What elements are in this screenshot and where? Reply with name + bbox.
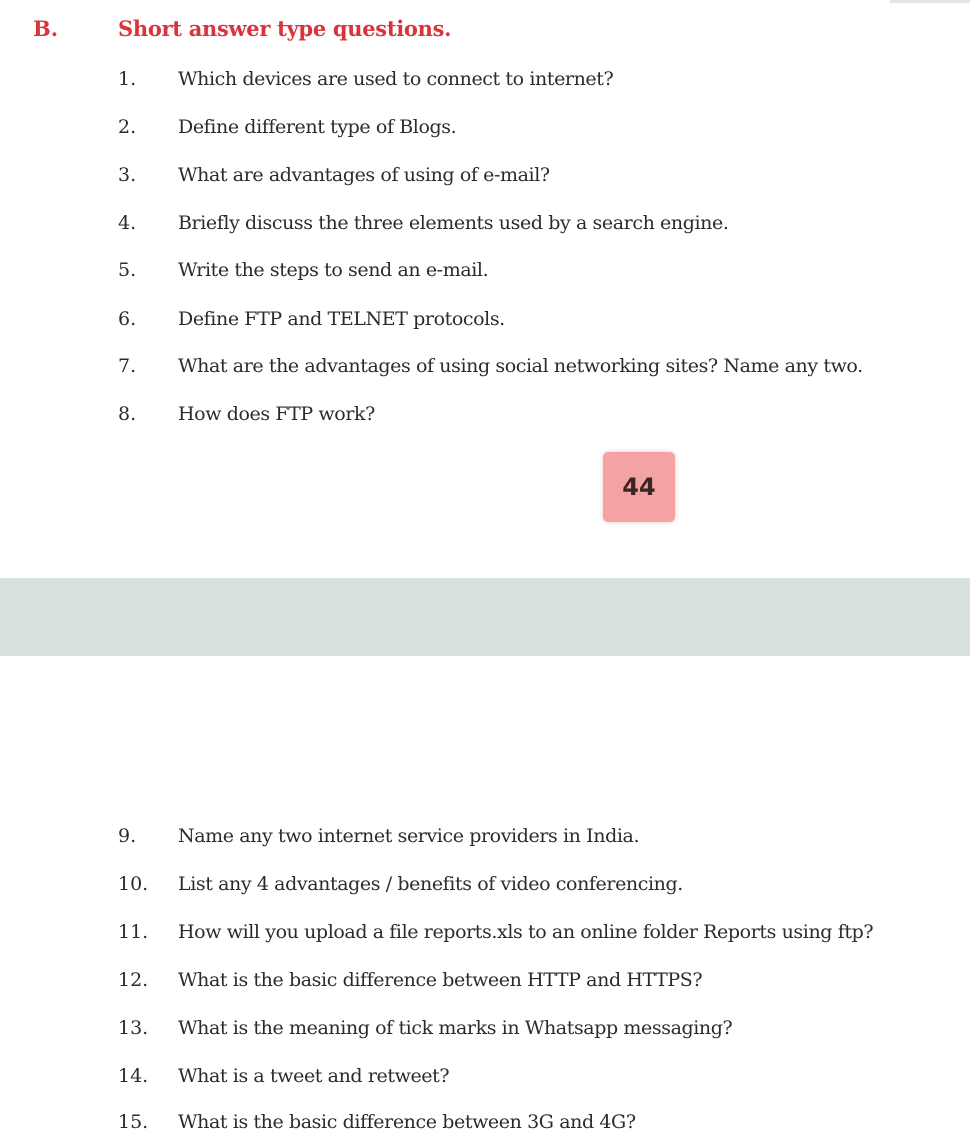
question-number: 7. [118, 355, 137, 377]
question-number: 5. [118, 259, 137, 281]
question-item [0, 1011, 970, 1045]
question-text: Write the steps to send an e-mail. [178, 259, 489, 281]
page-corner-mark [890, 0, 970, 3]
question-number: 6. [118, 308, 137, 330]
question-item [0, 1059, 970, 1093]
page-separator-band [0, 578, 970, 656]
question-number: 4. [118, 212, 137, 234]
question-text: What is the basic difference between HTTP and HTTPS? [178, 969, 703, 991]
question-item [0, 206, 970, 240]
question-item [0, 915, 970, 949]
question-text: Which devices are used to connect to internet? [178, 68, 614, 90]
question-item [0, 349, 970, 383]
question-number: 2. [118, 116, 137, 138]
question-item [0, 963, 970, 997]
section-title: Short answer type questions. [118, 16, 452, 41]
question-number: 13. [118, 1017, 149, 1039]
section-letter: B. [33, 16, 59, 41]
question-item [0, 158, 970, 192]
page-number-badge: 44 [603, 452, 675, 522]
question-item [0, 819, 970, 853]
question-text: Briefly discuss the three elements used by a search engine. [178, 212, 729, 234]
question-item [0, 302, 970, 336]
question-number: 14. [118, 1065, 149, 1087]
question-number: 11. [118, 921, 149, 943]
question-number: 15. [118, 1111, 149, 1133]
question-item [0, 1105, 970, 1139]
question-text: What are advantages of using of e-mail? [178, 164, 550, 186]
question-item [0, 253, 970, 287]
question-text: Define different type of Blogs. [178, 116, 457, 138]
question-number: 1. [118, 68, 137, 90]
question-item [0, 62, 970, 96]
question-number: 8. [118, 403, 137, 425]
question-text: How will you upload a file reports.xls to an online folder Reports using ftp? [178, 921, 874, 943]
question-item [0, 110, 970, 144]
question-text: List any 4 advantages / benefits of video conferencing. [178, 873, 683, 895]
question-text: What is a tweet and retweet? [178, 1065, 450, 1087]
question-number: 12. [118, 969, 149, 991]
question-item [0, 867, 970, 901]
question-text: Define FTP and TELNET protocols. [178, 308, 505, 330]
question-number: 10. [118, 873, 149, 895]
question-text: How does FTP work? [178, 403, 375, 425]
question-number: 3. [118, 164, 137, 186]
question-text: What is the basic difference between 3G and 4G? [178, 1111, 636, 1133]
question-item [0, 397, 970, 431]
question-text: Name any two internet service providers in India. [178, 825, 640, 847]
question-text: What is the meaning of tick marks in Whatsapp messaging? [178, 1017, 733, 1039]
question-number: 9. [118, 825, 137, 847]
question-text: What are the advantages of using social networking sites? Name any two. [178, 355, 863, 377]
